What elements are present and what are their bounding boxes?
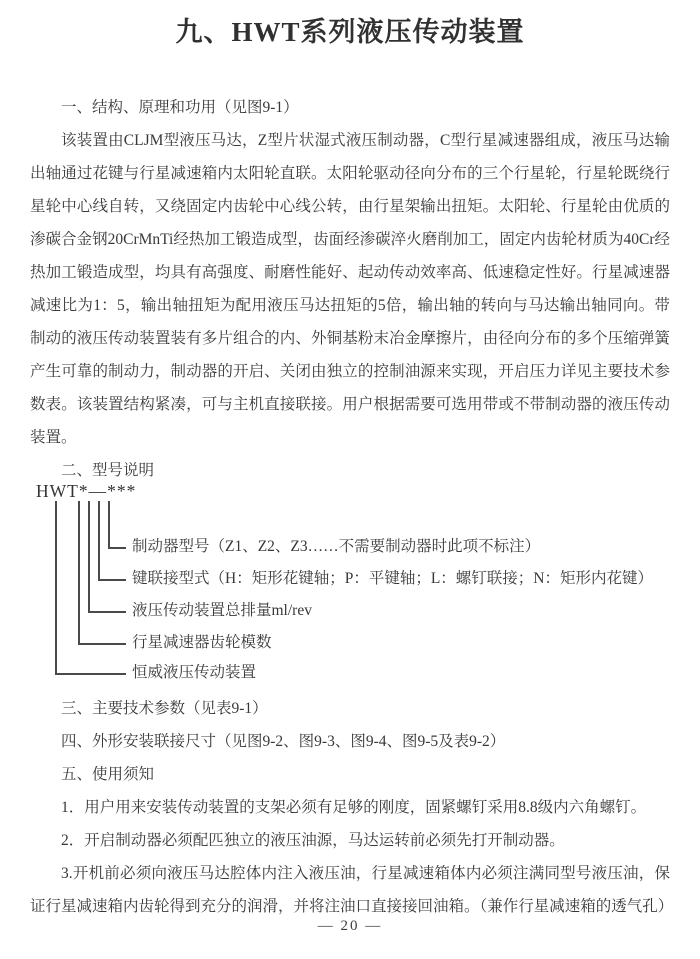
- usage-note-1: 1．用户用来安装传动装置的支架必须有足够的刚度，固紧螺钉采用8.8级内六角螺钉。: [61, 799, 647, 816]
- page-title: 九、HWT系列液压传动装置: [175, 17, 525, 47]
- usage-note-2: 2．开启制动器必须配匹独立的液压油源，马达运转前必须先打开制动器。: [61, 832, 565, 849]
- model-code: HWT*—***: [36, 481, 137, 501]
- model-label-displacement: 液压传动装置总排量ml/rev: [132, 602, 312, 619]
- model-label-brake-type: 制动器型号（Z1、Z2、Z3……不需要制动器时此项不标注）: [132, 538, 541, 555]
- section-heading-structure: 一、结构、原理和功用（见图9-1）: [61, 99, 299, 116]
- connector-vline-key: [98, 501, 100, 581]
- model-label-brand: 恒威液压传动装置: [132, 664, 257, 681]
- document-body-lower: [30, 692, 674, 923]
- connector-vline-displacement: [88, 501, 90, 613]
- connector-vline-module: [78, 501, 80, 645]
- section-heading-tech-params: 三、主要技术参数（见表9-1）: [61, 700, 268, 717]
- connector-vline-brand: [55, 501, 57, 675]
- structure-paragraph: 该装置由CLJM型液压马达，Z型片状湿式液压制动器，C型行星减速器组成，液压马达输出轴通过花键与行星减速箱内太阳轮直联。太阳轮驱动径向分布的三个行星轮，行星轮既绕行星轮中心线自转，又绕固定内齿轮中心线公转，由行星架输出扭矩。太阳轮、行星轮由优质的渗碳合金钢20CrMnTi经热加工锻造成型，齿面经渗碳淬火磨削加工，固定内齿轮材质为40Cr经热加工锻造成型，均具有高强度、耐磨性能好、起动传动效率高、低速稳定性好。行星减速器减速比为1：5，输出轴扭矩为配用液压马达扭矩的5倍，输出轴的转向与马达输出轴同向。带制动的液压传动装置装有多片组合的内、外铜基粉末冶金摩擦片，由径向分布的多个压缩弹簧产生可靠的制动力，制动器的开启、关闭由独立的控制油源来实现，开启压力详见主要技术参数表。该装置结构紧凑，可与主机直接联接。用户根据需要可选用带或不带制动器的液压传动装置。: [30, 132, 670, 446]
- connector-hline-brake: [108, 547, 126, 549]
- model-label-gear-module: 行星减速器齿轮模数: [132, 634, 272, 651]
- connector-vline-brake: [108, 501, 110, 549]
- section-heading-model: 二、型号说明: [61, 462, 155, 479]
- model-label-key-type: 键联接型式（H：矩形花键轴；P：平键轴；L：螺钉联接；N：矩形内花键）: [132, 570, 653, 587]
- section-heading-dimensions: 四、外形安装联接尺寸（见图9-2、图9-3、图9-4、图9-5及表9-2）: [61, 733, 506, 750]
- connector-hline-key: [98, 579, 126, 581]
- section-heading-usage: 五、使用须知: [61, 766, 155, 783]
- connector-hline-brand: [55, 673, 126, 675]
- model-code-diagram: [30, 481, 700, 686]
- document-body: [30, 91, 670, 487]
- connector-hline-module: [78, 643, 126, 645]
- page-number: — 20 —: [317, 918, 383, 934]
- usage-note-3: 3.开机前必须向液压马达腔体内注入液压油，行星减速箱体内必须注满同型号液压油，保证行星减速箱内齿轮得到充分的润滑，并将注油口直接接回油箱。（兼作行星减速箱的透气孔）: [30, 865, 674, 915]
- connector-hline-displacement: [88, 611, 126, 613]
